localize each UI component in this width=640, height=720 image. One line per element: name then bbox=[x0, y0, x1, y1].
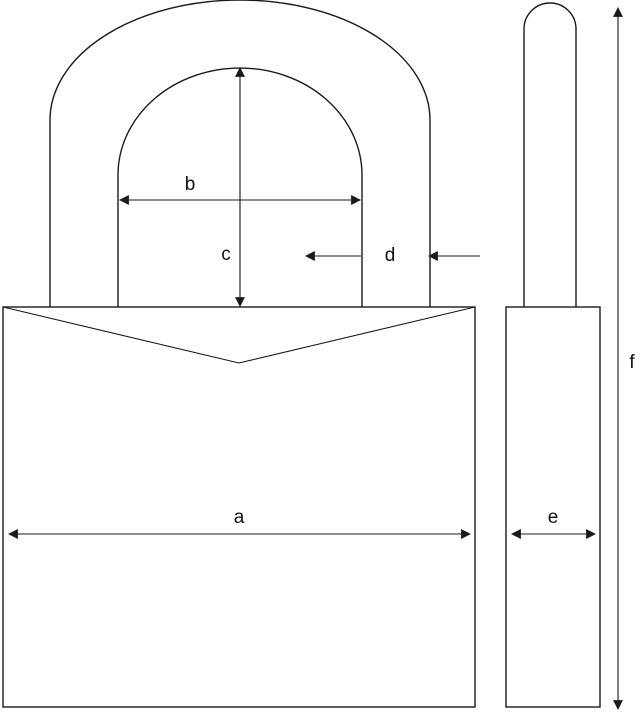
dimension-label-f: f bbox=[629, 352, 635, 374]
dimension-label-e: e bbox=[547, 507, 559, 529]
dimension-label-a: a bbox=[233, 507, 245, 529]
dimension-label-b: b bbox=[184, 174, 196, 196]
dimension-label-c: c bbox=[221, 244, 231, 266]
body-bevel-right bbox=[239, 307, 475, 363]
dimension-label-d: d bbox=[384, 245, 396, 267]
front-view bbox=[3, 0, 480, 707]
side-shackle bbox=[524, 3, 576, 307]
body-bevel-left bbox=[3, 307, 239, 363]
side-view bbox=[506, 3, 635, 709]
